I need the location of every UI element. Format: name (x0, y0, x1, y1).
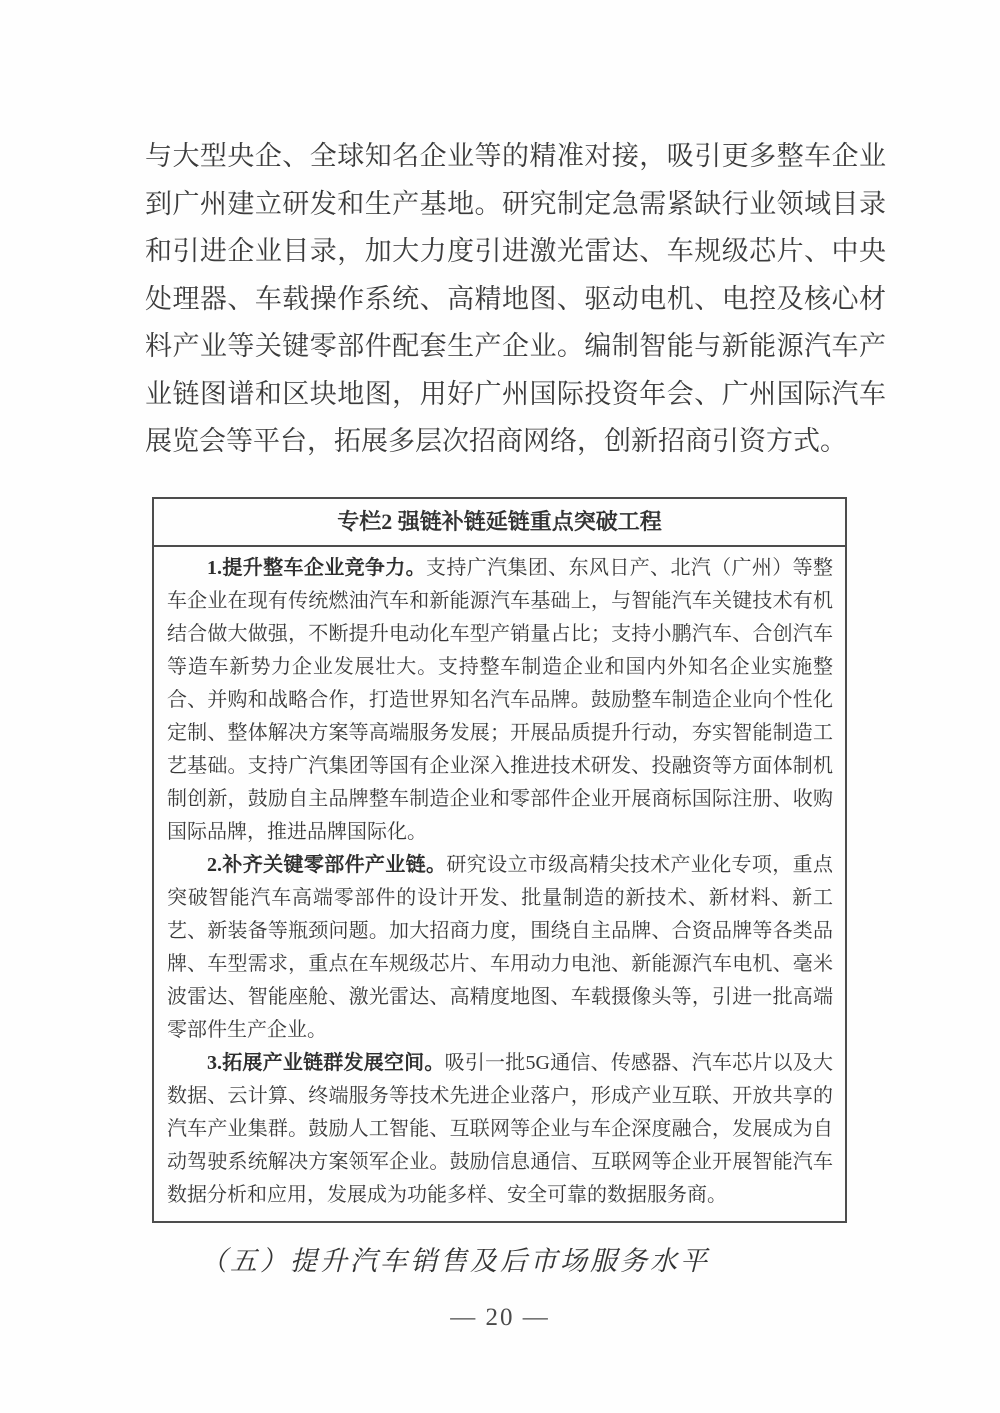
text-line: 波雷达、智能座舱、激光雷达、高精度地图、车载摄像头等，引进一批高端 (167, 985, 833, 1008)
text-line: 数据分析和应用，发展成为功能多样、安全可靠的数据服务商。 (167, 1183, 727, 1206)
special-column-box (152, 497, 847, 1223)
text-line: 展览会等平台，拓展多层次招商网络，创新招商引资方式。 (145, 426, 847, 456)
text-line: 车企业在现有传统燃油汽车和新能源汽车基础上，与智能汽车关键技术有机 (167, 589, 833, 612)
text-line: 艺基础。支持广汽集团等国有企业深入推进技术研发、投融资等方面体制机 (167, 754, 833, 777)
page-number: — 20 — (450, 1303, 550, 1331)
text-line: 制创新，鼓励自主品牌整车制造企业和零部件企业开展商标国际注册、收购 (167, 787, 833, 810)
body-paragraph (145, 133, 886, 466)
text-line: 等造车新势力企业发展壮大。支持整车制造企业和国内外知名企业实施整 (167, 655, 833, 678)
text-line: 数据、云计算、终端服务等技术先进企业落户，形成产业互联、开放共享的 (167, 1084, 833, 1107)
box-body (154, 547, 845, 1221)
text-line: 到广州建立研发和生产基地。研究制定急需紧缺行业领域目录 (145, 188, 886, 219)
text-line: 合、并购和战略合作，打造世界知名汽车品牌。鼓励整车制造企业向个性化 (167, 688, 833, 711)
text-line: 定制、整体解决方案等高端服务发展；开展品质提升行动，夯实智能制造工 (167, 721, 833, 744)
box-title: 专栏2 强链补链延链重点突破工程 (154, 499, 845, 547)
text-line: 结合做大做强，不断提升电动化车型产销量占比；支持小鹏汽车、合创汽车 (167, 622, 833, 645)
text-line: 1.提升整车企业竞争力。支持广汽集团、东风日产、北汽（广州）等整 (207, 556, 834, 579)
text-line: 牌、车型需求，重点在车规级芯片、车用动力电池、新能源汽车电机、毫米 (167, 952, 833, 975)
text-line: 和引进企业目录，加大力度引进激光雷达、车规级芯片、中央 (145, 236, 886, 266)
text-line: 业链图谱和区块地图，用好广州国际投资年会、广州国际汽车 (145, 378, 886, 409)
text-line: 突破智能汽车高端零部件的设计开发、批量制造的新技术、新材料、新工 (167, 886, 833, 909)
text-line: 零部件生产企业。 (167, 1018, 327, 1041)
section-heading: （五）提升汽车销售及后市场服务水平 (200, 1245, 710, 1276)
text-line: 与大型央企、全球知名企业等的精准对接，吸引更多整车企业 (145, 141, 886, 171)
text-line: 3.拓展产业链群发展空间。吸引一批5G通信、传感器、汽车芯片以及大 (207, 1051, 833, 1074)
text-line: 艺、新装备等瓶颈问题。加大招商力度，围绕自主品牌、合资品牌等各类品 (167, 919, 833, 942)
text-line: 2.补齐关键零部件产业链。研究设立市级高精尖技术产业化专项，重点 (207, 853, 834, 876)
text-line: 国际品牌，推进品牌国际化。 (167, 820, 427, 843)
text-line: 料产业等关键零部件配套生产企业。编制智能与新能源汽车产 (145, 331, 886, 361)
text-line: 汽车产业集群。鼓励人工智能、互联网等企业与车企深度融合，发展成为自 (167, 1117, 833, 1140)
text-line: 处理器、车载操作系统、高精地图、驱动电机、电控及核心材 (145, 283, 886, 314)
text-line: 动驾驶系统解决方案领军企业。鼓励信息通信、互联网等企业开展智能汽车 (167, 1150, 833, 1173)
